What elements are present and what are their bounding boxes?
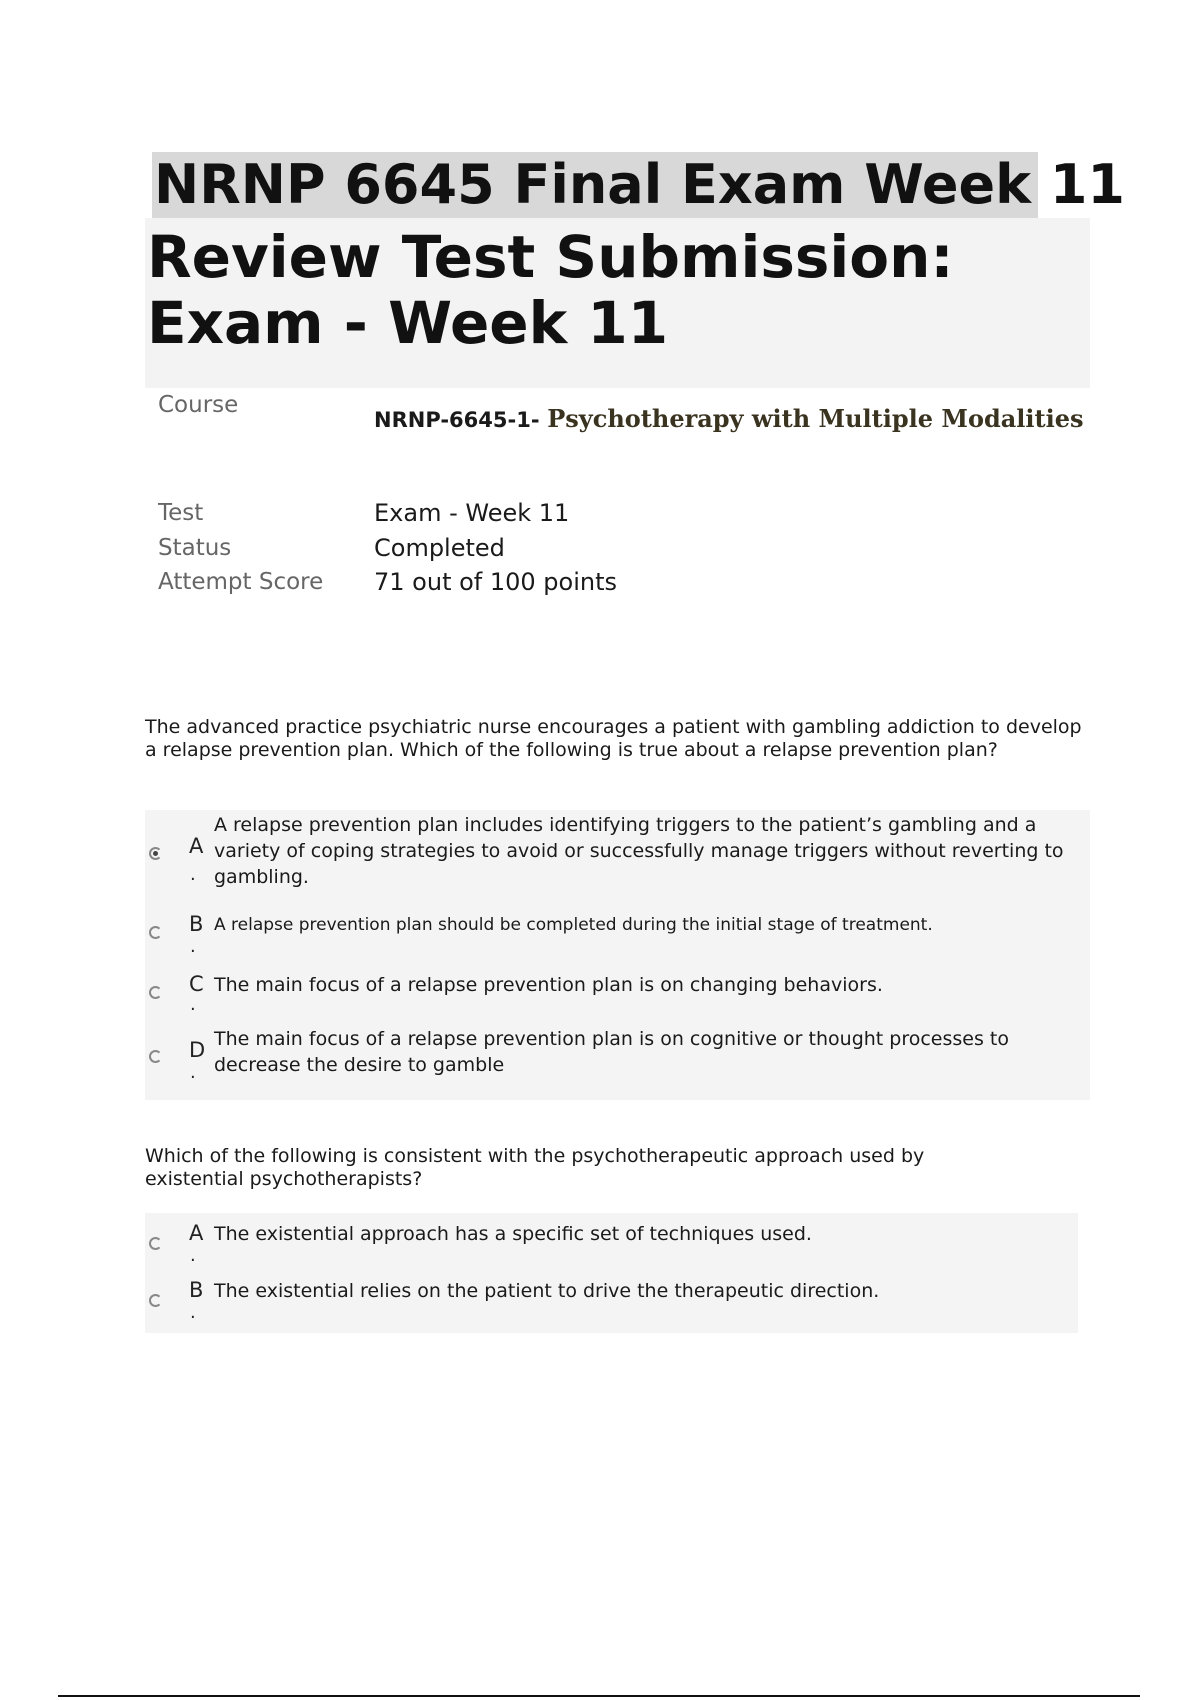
answer-text: The existential relies on the patient to drive the therapeutic direction. — [214, 1280, 880, 1302]
question-1-text: The advanced practice psychiatric nurse encourages a patient with gambling addiction to develop a relapse prevention plan. Which of the following is true about a relapse prevention plan? — [145, 716, 1082, 761]
answer-option-c[interactable] — [145, 972, 1090, 1016]
letter-dot: . — [190, 1062, 196, 1083]
letter-dot: . — [190, 1245, 196, 1266]
attempt-score-label: Attempt Score — [158, 569, 324, 595]
attempt-score-value: 71 out of 100 points — [374, 568, 618, 596]
radio-button[interactable] — [149, 847, 162, 860]
answer-letter: B — [189, 912, 204, 936]
question-2-text: Which of the following is consistent with the psychotherapeutic approach used by existential psychotherapists? — [145, 1145, 925, 1190]
question-1-answers — [145, 810, 1090, 1100]
answer-letter: C — [189, 972, 204, 996]
review-header — [145, 218, 1090, 388]
page-footer-rule — [58, 1695, 1140, 1697]
answer-text: The main focus of a relapse prevention plan is on cognitive or thought processes to decrease the desire to gamble — [214, 1028, 1009, 1076]
answer-letter: B — [189, 1278, 204, 1302]
page-title-line-1: Review Test Submission: — [147, 223, 954, 291]
answer-letter: A — [189, 1221, 204, 1245]
answer-option-a[interactable] — [145, 812, 1090, 892]
page-title — [147, 224, 954, 356]
status-value: Completed — [374, 534, 505, 562]
answer-text: The main focus of a relapse prevention plan is on changing behaviors. — [214, 974, 883, 996]
radio-button[interactable] — [149, 1050, 162, 1063]
letter-dot: . — [190, 864, 196, 885]
document-title: NRNP 6645 Final Exam Week 11 — [154, 153, 1125, 216]
radio-button[interactable] — [149, 926, 162, 939]
answer-text: A relapse prevention plan includes identifying triggers to the patient’s gambling and a variety of coping strategies to avoid or successfully manage triggers without reverting to gambling. — [214, 814, 1064, 888]
course-name: Psychotherapy with Multiple Modalities — [547, 404, 1084, 433]
answer-option-a[interactable] — [145, 1221, 1078, 1269]
answer-letter: A — [189, 834, 204, 858]
letter-dot: . — [190, 1302, 196, 1323]
answer-option-d[interactable] — [145, 1026, 1090, 1086]
page-title-line-2: Exam - Week 11 — [147, 289, 669, 357]
course-value — [374, 404, 1084, 433]
status-label: Status — [158, 535, 232, 561]
answer-text: A relapse prevention plan should be completed during the initial stage of treatment. — [214, 915, 933, 935]
answer-text: The existential approach has a specific set of techniques used. — [214, 1223, 812, 1245]
answer-option-b[interactable] — [145, 1278, 1078, 1326]
letter-dot: . — [190, 994, 196, 1015]
course-code: NRNP-6645-1- — [374, 408, 540, 432]
test-value: Exam - Week 11 — [374, 499, 570, 527]
question-2-answers — [145, 1213, 1078, 1333]
answer-option-b[interactable] — [145, 912, 1090, 956]
course-label: Course — [158, 392, 239, 418]
answer-letter: D — [189, 1038, 206, 1062]
test-label: Test — [158, 500, 204, 526]
radio-button[interactable] — [149, 1294, 162, 1307]
letter-dot: . — [190, 936, 196, 957]
radio-button[interactable] — [149, 986, 162, 999]
radio-button[interactable] — [149, 1237, 162, 1250]
